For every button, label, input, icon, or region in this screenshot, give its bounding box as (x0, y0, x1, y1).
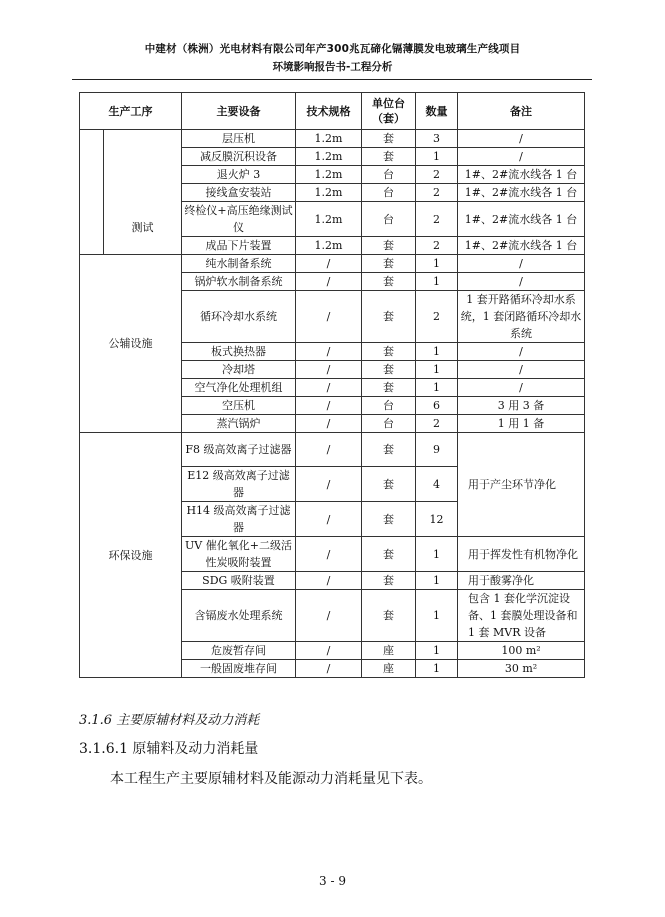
qty-cell: 2 (416, 237, 458, 255)
unit-cell: 套 (362, 255, 416, 273)
note-cell: 包含 1 套化学沉淀设备、1 套膜处理设备和 1 套 MVR 设备 (458, 590, 585, 642)
doc-header-subtitle: 环境影响报告书-工程分析 (272, 61, 393, 73)
note-cell: / (458, 130, 585, 148)
qty-cell: 2 (416, 291, 458, 343)
unit-cell: 套 (362, 572, 416, 590)
spec-cell: 1.2m (296, 237, 362, 255)
unit-cell: 座 (362, 660, 416, 678)
subsection-heading: 3.1.6.1 原辅料及动力消耗量 (79, 741, 259, 757)
equipment-table (79, 92, 585, 678)
note-cell: 1#、2#流水线各 1 台 (458, 184, 585, 202)
qty-cell: 1 (416, 572, 458, 590)
unit-cell: 套 (362, 467, 416, 502)
equipment-cell: UV 催化氧化+二级活性炭吸附装置 (182, 537, 296, 572)
col-header: 生产工序 (80, 93, 182, 130)
col-header: 技术规格 (296, 93, 362, 130)
table-row (80, 130, 585, 148)
spec-cell: 1.2m (296, 184, 362, 202)
page-number: 3 - 9 (319, 874, 346, 888)
note-cell: / (458, 379, 585, 397)
equipment-cell: 蒸汽锅炉 (182, 415, 296, 433)
qty-cell: 1 (416, 537, 458, 572)
equipment-cell: 含镉废水处理系统 (182, 590, 296, 642)
spec-cell: / (296, 415, 362, 433)
col-header: 备注 (458, 93, 585, 130)
spec-cell: 1.2m (296, 202, 362, 237)
equipment-cell: 危废暂存间 (182, 642, 296, 660)
spec-cell: / (296, 291, 362, 343)
note-cell: 1#、2#流水线各 1 台 (458, 166, 585, 184)
qty-cell: 1 (416, 343, 458, 361)
note-cell: / (458, 361, 585, 379)
spec-cell: / (296, 433, 362, 467)
process-cell: 测试 (104, 202, 182, 255)
equipment-cell: E12 级高效离子过滤器 (182, 467, 296, 502)
spec-cell: / (296, 502, 362, 537)
unit-cell: 套 (362, 433, 416, 467)
qty-cell: 1 (416, 273, 458, 291)
note-cell: / (458, 273, 585, 291)
equipment-cell: 成品下片装置 (182, 237, 296, 255)
unit-cell: 套 (362, 590, 416, 642)
qty-cell: 1 (416, 379, 458, 397)
table-header-row (80, 93, 585, 130)
note-cell: 1 套开路循环冷却水系统，1 套闭路循环冷却水系统 (458, 291, 585, 343)
spec-cell: / (296, 467, 362, 502)
table-row (80, 433, 585, 467)
equipment-cell: 锅炉软水制备系统 (182, 273, 296, 291)
header-divider (72, 79, 592, 80)
spec-cell: 1.2m (296, 148, 362, 166)
unit-cell: 台 (362, 184, 416, 202)
process-cell-blank (104, 130, 182, 202)
equipment-cell: 终检仪+高压绝缘测试仪 (182, 202, 296, 237)
qty-cell: 2 (416, 166, 458, 184)
unit-cell: 套 (362, 379, 416, 397)
note-cell: / (458, 148, 585, 166)
note-cell: 30 m² (458, 660, 585, 678)
spec-cell: / (296, 273, 362, 291)
spec-cell: / (296, 343, 362, 361)
qty-cell: 1 (416, 642, 458, 660)
qty-cell: 1 (416, 255, 458, 273)
col-header (362, 93, 416, 130)
note-cell: 用于酸雾净化 (458, 572, 585, 590)
qty-cell: 1 (416, 660, 458, 678)
equipment-cell: 层压机 (182, 130, 296, 148)
col-header: 数量 (416, 93, 458, 130)
unit-cell: 台 (362, 166, 416, 184)
unit-cell: 台 (362, 397, 416, 415)
unit-cell: 套 (362, 343, 416, 361)
unit-cell: 台 (362, 202, 416, 237)
spec-cell: 1.2m (296, 166, 362, 184)
unit-cell: 套 (362, 291, 416, 343)
qty-cell: 1 (416, 361, 458, 379)
col-header-unit-b: （套） (372, 112, 405, 125)
equipment-cell: 接线盒安装站 (182, 184, 296, 202)
col-header-unit-a: 单位台 (372, 97, 405, 110)
note-cell: 1#、2#流水线各 1 台 (458, 202, 585, 237)
note-cell-merged: 用于产尘环节净化 (458, 433, 585, 537)
table-row (80, 255, 585, 273)
equipment-cell: 循环冷却水系统 (182, 291, 296, 343)
qty-cell: 4 (416, 467, 458, 502)
doc-header-title: 中建材（株洲）光电材料有限公司年产300兆瓦碲化镉薄膜发电玻璃生产线项目 (144, 43, 521, 55)
note-cell: 3 用 3 备 (458, 397, 585, 415)
spec-cell: / (296, 379, 362, 397)
col-header: 主要设备 (182, 93, 296, 130)
unit-cell: 套 (362, 537, 416, 572)
qty-cell: 9 (416, 433, 458, 467)
spec-cell: 1.2m (296, 130, 362, 148)
equipment-cell: 减反膜沉积设备 (182, 148, 296, 166)
spec-cell: / (296, 255, 362, 273)
process-spacer (80, 130, 104, 255)
equipment-cell: H14 级高效离子过滤器 (182, 502, 296, 537)
spec-cell: / (296, 642, 362, 660)
unit-cell: 座 (362, 642, 416, 660)
qty-cell: 2 (416, 184, 458, 202)
qty-cell: 6 (416, 397, 458, 415)
equipment-cell: 纯水制备系统 (182, 255, 296, 273)
note-cell: 1 用 1 备 (458, 415, 585, 433)
equipment-cell: SDG 吸附装置 (182, 572, 296, 590)
unit-cell: 台 (362, 415, 416, 433)
spec-cell: / (296, 397, 362, 415)
equipment-cell: 一般固废堆存间 (182, 660, 296, 678)
unit-cell: 套 (362, 502, 416, 537)
note-cell: / (458, 255, 585, 273)
unit-cell: 套 (362, 130, 416, 148)
table-row (80, 202, 585, 237)
equipment-cell: F8 级高效离子过滤器 (182, 433, 296, 467)
unit-cell: 套 (362, 148, 416, 166)
spec-cell: / (296, 361, 362, 379)
unit-cell: 套 (362, 237, 416, 255)
section-heading: 3.1.6 主要原辅材料及动力消耗 (79, 713, 260, 728)
equipment-cell: 空气净化处理机组 (182, 379, 296, 397)
qty-cell: 2 (416, 415, 458, 433)
note-cell: 用于挥发性有机物净化 (458, 537, 585, 572)
unit-cell: 套 (362, 361, 416, 379)
qty-cell: 1 (416, 148, 458, 166)
qty-cell: 1 (416, 590, 458, 642)
qty-cell: 3 (416, 130, 458, 148)
note-cell: 1#、2#流水线各 1 台 (458, 237, 585, 255)
equipment-cell: 冷却塔 (182, 361, 296, 379)
equipment-cell: 板式换热器 (182, 343, 296, 361)
body-paragraph: 本工程生产主要原辅材料及能源动力消耗量见下表。 (110, 771, 432, 787)
spec-cell: / (296, 572, 362, 590)
equipment-cell: 空压机 (182, 397, 296, 415)
spec-cell: / (296, 660, 362, 678)
spec-cell: / (296, 537, 362, 572)
unit-cell: 套 (362, 273, 416, 291)
qty-cell: 12 (416, 502, 458, 537)
note-cell: / (458, 343, 585, 361)
spec-cell: / (296, 590, 362, 642)
note-cell: 100 m² (458, 642, 585, 660)
equipment-cell: 退火炉 3 (182, 166, 296, 184)
process-cell: 公辅设施 (80, 255, 182, 433)
qty-cell: 2 (416, 202, 458, 237)
process-cell: 环保设施 (80, 433, 182, 678)
